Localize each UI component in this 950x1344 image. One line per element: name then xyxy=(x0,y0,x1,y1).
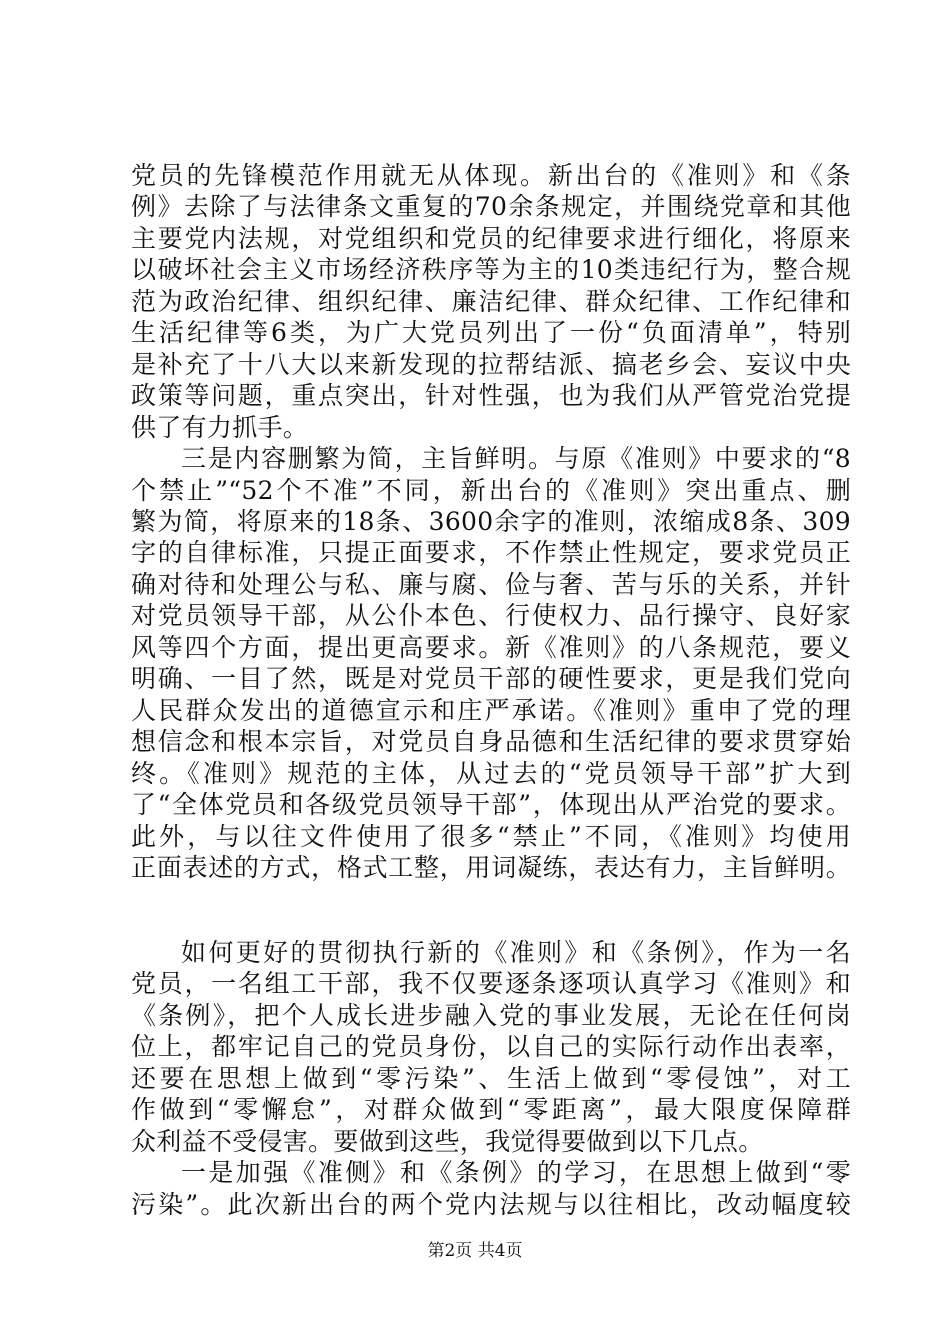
text-line: 《条例》，把个人成长进步融入党的事业发展，无论在任何岗 xyxy=(131,1001,851,1030)
text-line: 位上，都牢记自己的党员身份，以自己的实际行动作出表率， xyxy=(131,1032,851,1061)
text-line: 例》去除了与法律条文重复的70余条规定，并围绕党章和其他 xyxy=(131,192,851,221)
text-line: 政策等问题，重点突出，针对性强，也为我们从严管党治党提 xyxy=(131,381,851,410)
text-line: 党员，一名组工干部，我不仅要逐条逐项认真学习《准则》和 xyxy=(131,969,851,998)
text-line: 污染”。此次新出台的两个党内法规与以往相比，改动幅度较 xyxy=(131,1190,851,1219)
text-line: 党员的先锋模范作用就无从体现。新出台的《准则》和《条 xyxy=(131,161,851,190)
text-line: 主要党内法规，对党组织和党员的纪律要求进行细化，将原来 xyxy=(131,224,851,253)
text-line: 人民群众发出的道德宣示和庄严承诺。《准则》重申了党的理 xyxy=(131,696,851,725)
text-line: 了“全体党员和各级党员领导干部”，体现出从严治党的要求。 xyxy=(131,790,851,819)
text-line: 还要在思想上做到“零污染”、生活上做到“零侵蚀”，对工 xyxy=(131,1064,851,1093)
text-line: 确对待和处理公与私、廉与腐、俭与奢、苦与乐的关系，并针 xyxy=(131,570,851,599)
text-line: 是补充了十八大以来新发现的拉帮结派、搞老乡会、妄议中央 xyxy=(131,350,851,379)
text-line: 对党员领导干部，从公仆本色、行使权力、品行操守、良好家 xyxy=(131,601,851,630)
text-line: 风等四个方面，提出更高要求。新《准则》的八条规范，要义 xyxy=(131,633,851,662)
text-line: 此外，与以往文件使用了很多“禁止”不同，《准则》均使用 xyxy=(131,822,851,851)
text-line: 众利益不受侵害。要做到这些，我觉得要做到以下几点。 xyxy=(131,1127,764,1156)
text-line: 供了有力抓手。 xyxy=(131,413,309,442)
text-line: 个禁止”“52个不准”不同，新出台的《准则》突出重点、删 xyxy=(131,476,851,505)
text-line: 一是加强《准侧》和《条例》的学习，在思想上做到“零 xyxy=(181,1158,851,1187)
text-line: 繁为简，将原来的18条、3600余字的准则，浓缩成8条、309 xyxy=(131,507,851,536)
page-number-footer: 第2页 共4页 xyxy=(427,1241,523,1261)
text-line: 三是内容删繁为简，主旨鲜明。与原《准则》中要求的“8 xyxy=(181,444,851,473)
text-line: 终。《准则》规范的主体，从过去的“党员领导干部”扩大到 xyxy=(131,759,851,788)
text-line: 如何更好的贯彻执行新的《准则》和《条例》，作为一名 xyxy=(181,938,851,967)
text-line: 明确、一目了然，既是对党员干部的硬性要求，更是我们党向 xyxy=(131,664,851,693)
text-line: 生活纪律等6类，为广大党员列出了一份“负面清单”，特别 xyxy=(131,318,851,347)
text-line: 范为政治纪律、组织纪律、廉洁纪律、群众纪律、工作纪律和 xyxy=(131,287,851,316)
text-line: 以破坏社会主义市场经济秩序等为主的10类违纪行为，整合规 xyxy=(131,255,851,284)
text-line: 想信念和根本宗旨，对党员自身品德和生活纪律的要求贯穿始 xyxy=(131,727,851,756)
text-line: 作做到“零懈怠”，对群众做到“零距离”，最大限度保障群 xyxy=(131,1095,851,1124)
text-line: 字的自律标准，只提正面要求，不作禁止性规定，要求党员正 xyxy=(131,538,851,567)
text-line: 正面表述的方式，格式工整，用词凝练，表达有力，主旨鲜明。 xyxy=(131,853,851,882)
